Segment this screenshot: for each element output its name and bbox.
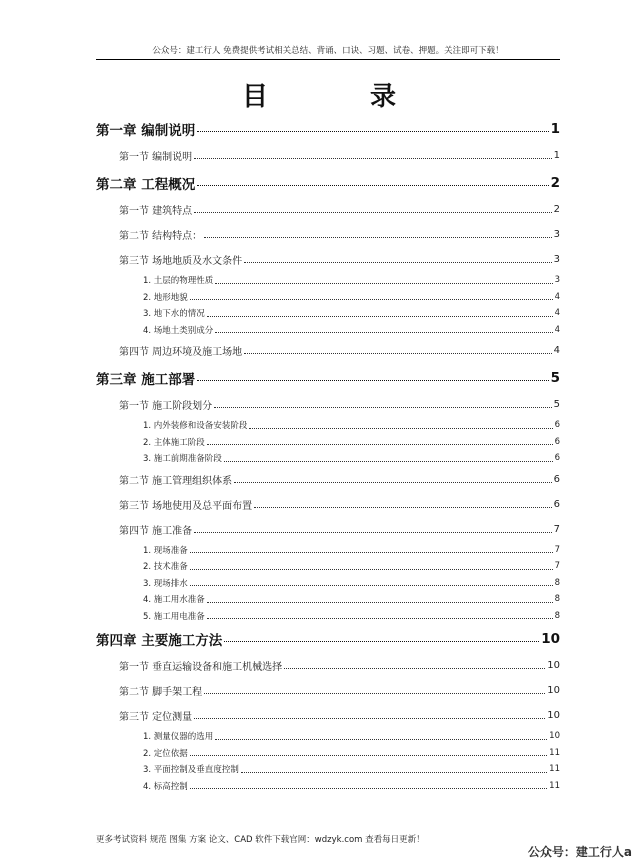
toc-section[interactable] [96,143,560,168]
toc-entry-title: 3. 平面控制及垂直度控制 [143,765,239,776]
toc-page-number: 10 [547,710,560,721]
dot-leader [215,739,547,740]
toc-section[interactable] [96,338,560,363]
toc-chapter[interactable] [96,114,560,143]
toc-entry-title: 1. 现场准备 [143,545,188,556]
page-title: 目 录 [241,82,434,112]
toc-page-number: 11 [549,764,560,775]
toc-item[interactable] [96,289,560,306]
toc-page-number: 6 [554,420,560,431]
toc-section[interactable] [96,392,560,417]
toc-entry-title: 2. 地形地貌 [143,292,188,303]
toc-page-number: 7 [554,561,560,572]
toc-entry-title: 第三节 定位测量 [119,712,193,723]
toc-entry-title: 1. 测量仪器的选用 [143,732,214,743]
toc-page-number: 10 [549,731,560,742]
dot-leader [234,482,551,483]
watermark: 公众号：建工行人a [527,845,632,859]
dot-leader [254,507,551,508]
toc-page-number: 3 [553,254,560,265]
toc-entry-title: 3. 地下水的情况 [143,309,205,320]
toc-page-number: 2 [553,204,560,215]
toc-entry-title: 2. 定位依据 [143,748,188,759]
dot-leader [190,788,547,789]
toc-item[interactable] [96,322,560,339]
dot-leader [194,718,545,719]
dot-leader [204,693,545,694]
toc-page-number: 2 [550,174,560,191]
dot-leader [207,444,553,445]
toc-entry-title: 3. 施工前期准备阶段 [143,454,222,465]
toc-section[interactable] [96,678,560,703]
toc-page-number: 5 [550,369,560,386]
toc-page-number: 7 [554,544,560,555]
dot-leader [190,755,547,756]
toc-page-number: 8 [554,594,560,605]
toc-chapter[interactable] [96,168,560,197]
toc-entry-title: 1. 内外装修和设备安装阶段 [143,421,248,432]
toc-item[interactable] [96,778,560,795]
dot-leader [224,461,553,462]
toc-section[interactable] [96,247,560,272]
toc-entry-title: 5. 施工用电准备 [143,611,205,622]
toc-entry-title: 第三章 施工部署 [96,371,196,388]
toc-page-number: 6 [553,473,560,485]
dot-leader [190,299,553,300]
toc-section[interactable] [96,197,560,222]
dot-leader [249,428,552,429]
dot-leader [215,283,552,284]
toc-entry-title: 第二节 施工管理组织体系 [119,475,233,487]
toc-item[interactable] [96,761,560,778]
toc-entry-title: 2. 主体施工阶段 [143,437,205,448]
toc-section[interactable] [96,653,560,678]
toc-page-number: 4 [554,291,560,302]
dot-leader [207,618,553,619]
dot-leader [241,772,547,773]
toc-entry-title: 第三节 场地地质及水文条件 [119,256,243,267]
toc-item[interactable] [96,417,560,434]
dot-leader [207,602,553,603]
toc-page-number: 10 [547,660,560,671]
toc-section[interactable] [96,517,560,542]
dot-leader [284,668,545,669]
toc-page-number: 6 [553,498,560,510]
toc-item[interactable] [96,575,560,592]
dot-leader [197,380,548,381]
toc-chapter[interactable] [96,624,560,653]
toc-chapter[interactable] [96,363,560,392]
toc-entry-title: 4. 场地土类别成分 [143,325,214,336]
toc-entry-title: 第三节 场地使用及总平面布置 [119,500,253,512]
toc-section[interactable] [96,703,560,728]
dot-leader [244,353,551,354]
page-header: 公众号：建工行人 免费提供考试相关总结、背诵、口诀、习题、试卷、押题。关注即可下载！ [152,46,504,56]
dot-leader [244,262,551,263]
dot-leader [215,332,552,333]
toc-item[interactable] [96,608,560,625]
dot-leader [224,641,539,642]
toc-section[interactable] [96,222,560,247]
toc-item[interactable] [96,745,560,762]
toc-page-number: 3 [553,229,560,240]
toc-page-number: 4 [554,324,560,335]
toc-item[interactable] [96,434,560,451]
toc-entry-title: 第一节 编制说明 [119,152,193,163]
dot-leader [194,532,551,533]
toc-page-number: 11 [549,747,560,758]
dot-leader [190,585,553,586]
toc-entry-title: 1. 土层的物理性质 [143,276,214,287]
toc-page-number: 8 [554,577,560,588]
toc-entry-title: 第二章 工程概况 [96,176,196,193]
toc-entry-title: 第一节 垂直运输设备和施工机械选择 [119,662,283,673]
toc-page-number: 8 [554,610,560,621]
toc-item[interactable] [96,272,560,289]
toc-entry-title: 第二节 脚手架工程 [119,687,203,698]
toc-entry-title: 第四节 周边环境及施工场地 [119,347,243,358]
toc-item[interactable] [96,558,560,575]
toc-page-number: 10 [547,685,560,696]
toc-item[interactable] [96,450,560,467]
page-footer: 更多考试资料 规范 图集 方案 论文、CAD 软件下载官网：wdzyk.com 查看每日更新！ [96,835,425,845]
toc-page-number: 4 [554,308,560,319]
toc-entry-title: 第二节 结构特点： [119,231,203,242]
toc-section[interactable] [96,492,560,517]
toc-entry-title: 2. 技术准备 [143,562,188,573]
toc-entry-title: 第一节 建筑特点 [119,206,193,217]
toc-page-number: 4 [553,345,560,356]
toc-page-number: 3 [554,275,560,286]
toc-page-number: 11 [549,780,560,791]
toc-page-number: 6 [554,453,560,464]
toc-page-number: 1 [553,150,560,161]
toc-entry-title: 第一节 施工阶段划分 [119,401,213,412]
dot-leader [194,212,551,213]
toc-entry-title: 3. 现场排水 [143,578,188,589]
header-divider [96,59,560,60]
dot-leader [194,158,551,159]
toc-section[interactable] [96,467,560,492]
dot-leader [197,131,548,132]
dot-leader [207,316,553,317]
dot-leader [190,552,553,553]
toc-page-number: 7 [553,523,560,535]
toc-entry-title: 4. 标高控制 [143,781,188,792]
toc-page-number: 1 [550,120,560,137]
toc-entry-title: 4. 施工用水准备 [143,595,205,606]
toc-page-number: 5 [553,399,560,410]
toc-item[interactable] [96,542,560,559]
toc-page-number: 6 [554,436,560,447]
toc-entry-title: 第四节 施工准备 [119,525,193,537]
table-of-contents [96,114,560,794]
dot-leader [214,407,551,408]
dot-leader [204,237,551,238]
toc-entry-title: 第四章 主要施工方法 [96,632,223,649]
dot-leader [190,569,553,570]
dot-leader [197,185,548,186]
toc-entry-title: 第一章 编制说明 [96,122,196,139]
toc-page-number: 10 [541,630,560,647]
toc-item[interactable] [96,591,560,608]
toc-item[interactable] [96,305,560,322]
toc-item[interactable] [96,728,560,745]
